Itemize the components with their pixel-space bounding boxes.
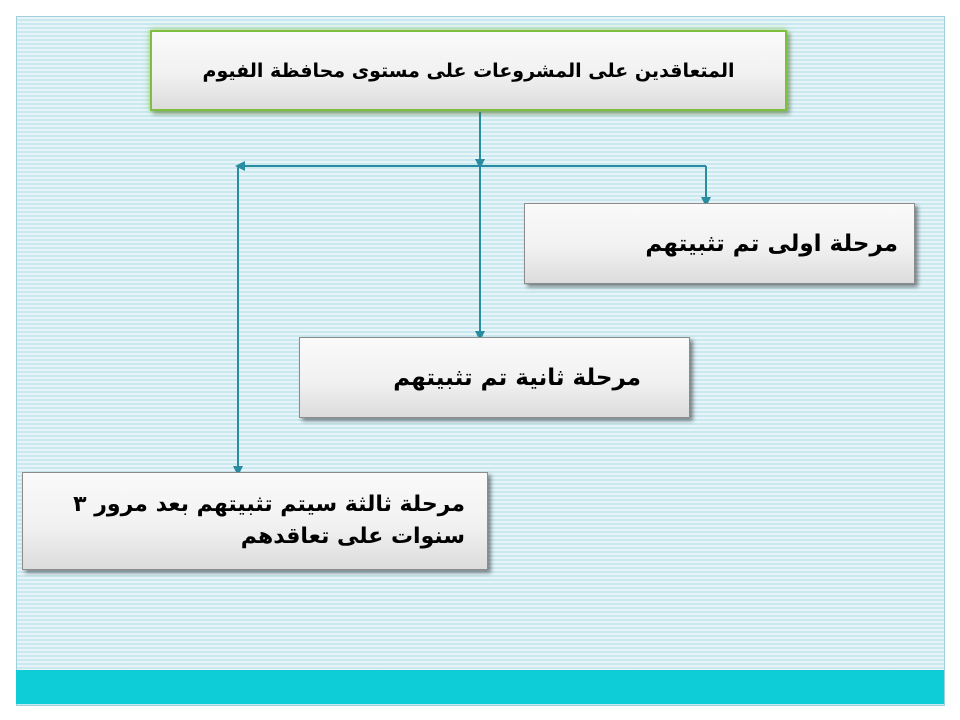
title-box: [150, 30, 787, 111]
stage-2-text: مرحلة ثانية تم تثبيتهم: [393, 364, 641, 391]
stage-3-box: [22, 472, 488, 570]
stage-1-box: [524, 203, 915, 284]
stage-3-text: مرحلة ثالثة سيتم تثبيتهم بعد مرور ٣ سنوات على تعاقدهم: [73, 492, 465, 549]
title-text: المتعاقدين على المشروعات على مستوى محافظة الفيوم: [202, 59, 735, 82]
stage-2-box: [299, 337, 690, 418]
stage-1-text: مرحلة اولى تم تثبيتهم: [645, 230, 898, 257]
